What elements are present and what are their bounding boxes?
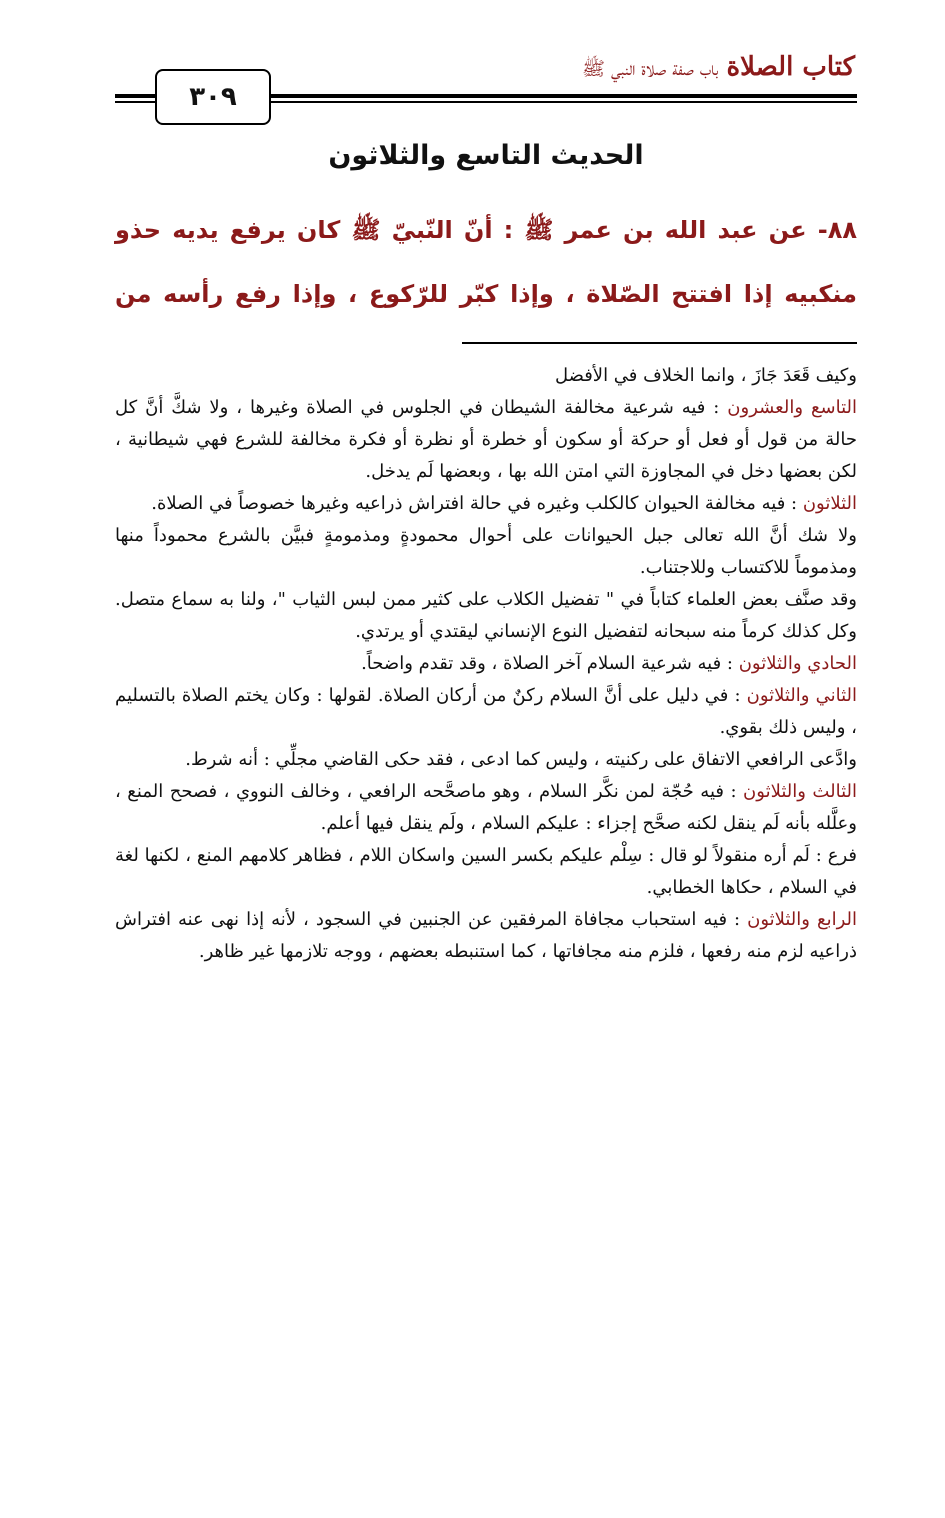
chapter-title: باب صفة صلاة النبي ﷺ [581, 58, 719, 80]
note-paragraph: الثالث والثلاثون : فيه حُجّة لمن نكَّر السلام ، وهو ماصحَّحه الرافعي ، وخالف النووي ، فصحح المنع ، وعلَّله بأنه لَم ينقل لكنه صحَّح إجزاء : عليكم السلام ، ولَم ينقل فيها أعلم. [115, 781, 857, 834]
note-label: الثلاثون [802, 493, 857, 514]
hadith-text: ٨٨- عن عبد الله بن عمر ﷺ : أنّ النّبيّ ﷺ كان يرفع يديه حذو منكبيه إذا افتتح الصّلاة ، وإذا كبّر للرّكوع ، وإذا رفع رأسه من [115, 216, 857, 308]
note-paragraph: الثلاثون : فيه مخالفة الحيوان كالكلب وغيره في حالة افتراش ذراعيه وغيرها خصوصاً في الصلاة. [151, 493, 857, 514]
note-label: الرابع والثلاثون [747, 909, 857, 930]
page-number-box [155, 69, 271, 125]
note-paragraph: ولا شك أنَّ الله تعالى جبل الحيوانات على أحوال محمودةٍ ومذمومةٍ فبيَّن بالشرع محموداً منها ومذموماً للاكتساب وللاجتناب. [115, 525, 857, 578]
note-paragraph: فرع : لَم أره منقولاً لو قال : سِلْم عليكم بكسر السين واسكان اللام ، فظاهر كلامهم المنع ، لكنها لغة في السلام ، حكاها الخطابي. [115, 845, 857, 898]
note-paragraph: وكيف قَعَدَ جَازَ ، وانما الخلاف في الأفضل [554, 365, 857, 386]
page-number: ٣٠٩ [189, 82, 237, 112]
note-paragraph: وقد صنَّف بعض العلماء كتاباً في " تفضيل الكلاب على كثير ممن لبس الثياب "، ولنا به سماع متصل. وكل كذلك كرماً منه سبحانه لتفضيل النوع الإنساني ليقتدي أو يرتدي. [115, 589, 857, 642]
hadith-heading: الحديث التاسع والثلاثون [328, 140, 644, 171]
note-label: الحادي والثلاثون [738, 653, 857, 674]
note-label: الثالث والثلاثون [743, 781, 857, 802]
note-paragraph: الحادي والثلاثون : فيه شرعية السلام آخر الصلاة ، وقد تقدم واضحاً. [361, 653, 857, 674]
note-paragraph: التاسع والعشرون : فيه شرعية مخالفة الشيطان في الجلوس في الصلاة وغيرها ، ولا شكَّ أنَّ كل حالة من قول أو فعل أو حركة أو سكون أو خطرة أو نظرة أو فكرة مخالفة للشرع فهي شيطانية ، لكن بعضها دخل في المجاوزة التي امتن الله بها ، وبعضها لَم يدخل. [115, 397, 858, 482]
commentary [115, 360, 857, 968]
note-label: التاسع والعشرون [727, 397, 858, 418]
book-title: كتاب الصلاة [726, 52, 855, 82]
footnote-separator [462, 342, 857, 344]
running-header [582, 52, 855, 85]
note-paragraph: وادَّعى الرافعي الاتفاق على ركنيته ، وليس كما ادعى ، فقد حكى القاضي مجلِّي : أنه شرط. [185, 749, 857, 770]
note-paragraph: الرابع والثلاثون : فيه استحباب مجافاة المرفقين عن الجنبين في السجود ، لأنه إذا نهى عنه افتراش ذراعيه لزم منه رفعها ، فلزم منه مجافاتها ، كما استنبطه بعضهم ، ووجه تلازمها غير ظاهر. [115, 909, 857, 962]
note-paragraph: الثاني والثلاثون : في دليل على أنَّ السلام ركنٌ من أركان الصلاة. لقولها : وكان يختم الصلاة بالتسليم ، وليس ذلك بقوي. [115, 685, 857, 738]
note-label: الثاني والثلاثون [746, 685, 857, 706]
